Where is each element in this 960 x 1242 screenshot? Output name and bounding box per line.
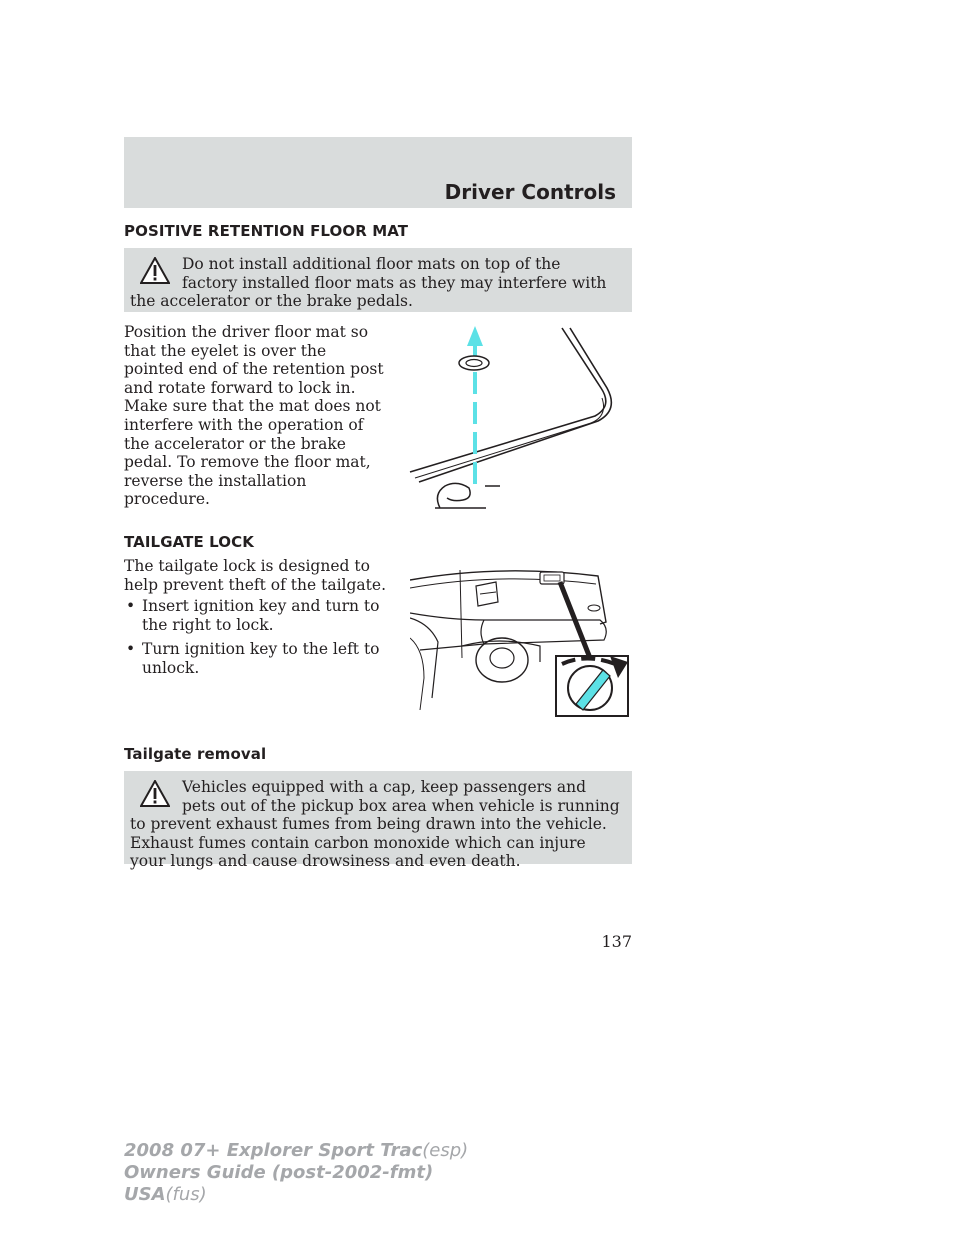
section-title: Driver Controls <box>444 180 616 204</box>
warning-triangle-icon <box>140 257 170 285</box>
warning-triangle-icon <box>140 780 170 808</box>
section-header-band <box>124 137 632 208</box>
tailgate-lock-steps <box>124 597 389 683</box>
tailgate-removal-warning-box <box>124 771 632 871</box>
page-number: 137 <box>601 932 632 951</box>
tailgate-lock-body: The tailgate lock is designed to help prevent theft of the tailgate. <box>124 557 386 594</box>
tailgate-removal-heading: Tailgate removal <box>124 745 267 763</box>
floor-mat-body: Position the driver floor mat so that the eyelet is over the pointed end of the retention post and rotate forward to lock in. Make sure that the mat does not interfere with the operation of the accelerator or the brake pedal. To remove the floor mat, reverse the installation procedure. <box>124 323 384 509</box>
floor-mat-warning-text: Do not install additional floor mats on top of the factory installed floor mats as they may interfere with the accelerator or the brake pedals. <box>130 255 607 311</box>
list-item: • Insert ignition key and turn to the right to lock. <box>126 597 380 634</box>
tailgate-lock-heading: TAILGATE LOCK <box>124 533 254 551</box>
list-item: • Turn ignition key to the left to unlock. <box>126 640 380 677</box>
footer-line-model: 2008 07+ Explorer Sport Trac(esp) <box>124 1140 469 1161</box>
floor-mat-retention-illustration <box>405 322 615 514</box>
floor-mat-warning-box <box>124 248 632 312</box>
footer-line-market: USA(fus) <box>124 1184 207 1205</box>
tailgate-removal-warning-text: Vehicles equipped with a cap, keep passengers and pets out of the pickup box area when vehicle is running to prevent exhaust fumes from being drawn into the vehicle. Exhaust fumes contain carbon monoxide which can injure your lungs and cause drowsiness and even death. <box>130 778 620 871</box>
tailgate-lock-illustration <box>410 558 632 718</box>
floor-mat-heading: POSITIVE RETENTION FLOOR MAT <box>124 222 409 240</box>
footer-line-guide: Owners Guide (post-2002-fmt) <box>124 1162 434 1183</box>
